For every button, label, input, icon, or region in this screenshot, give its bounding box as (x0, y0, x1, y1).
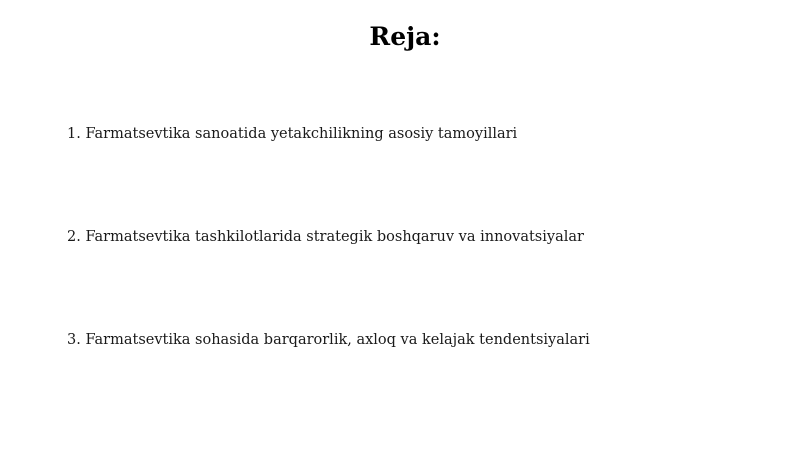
slide-title: Reja: (369, 22, 441, 51)
plan-item-2: 2. Farmatsevtika tashkilotlarida strategik boshqaruv va innovatsiyalar (67, 229, 584, 245)
plan-item-3: 3. Farmatsevtika sohasida barqarorlik, axloq va kelajak tendentsiyalari (67, 332, 590, 348)
plan-item-1: 1. Farmatsevtika sanoatida yetakchilikning asosiy tamoyillari (67, 126, 518, 142)
